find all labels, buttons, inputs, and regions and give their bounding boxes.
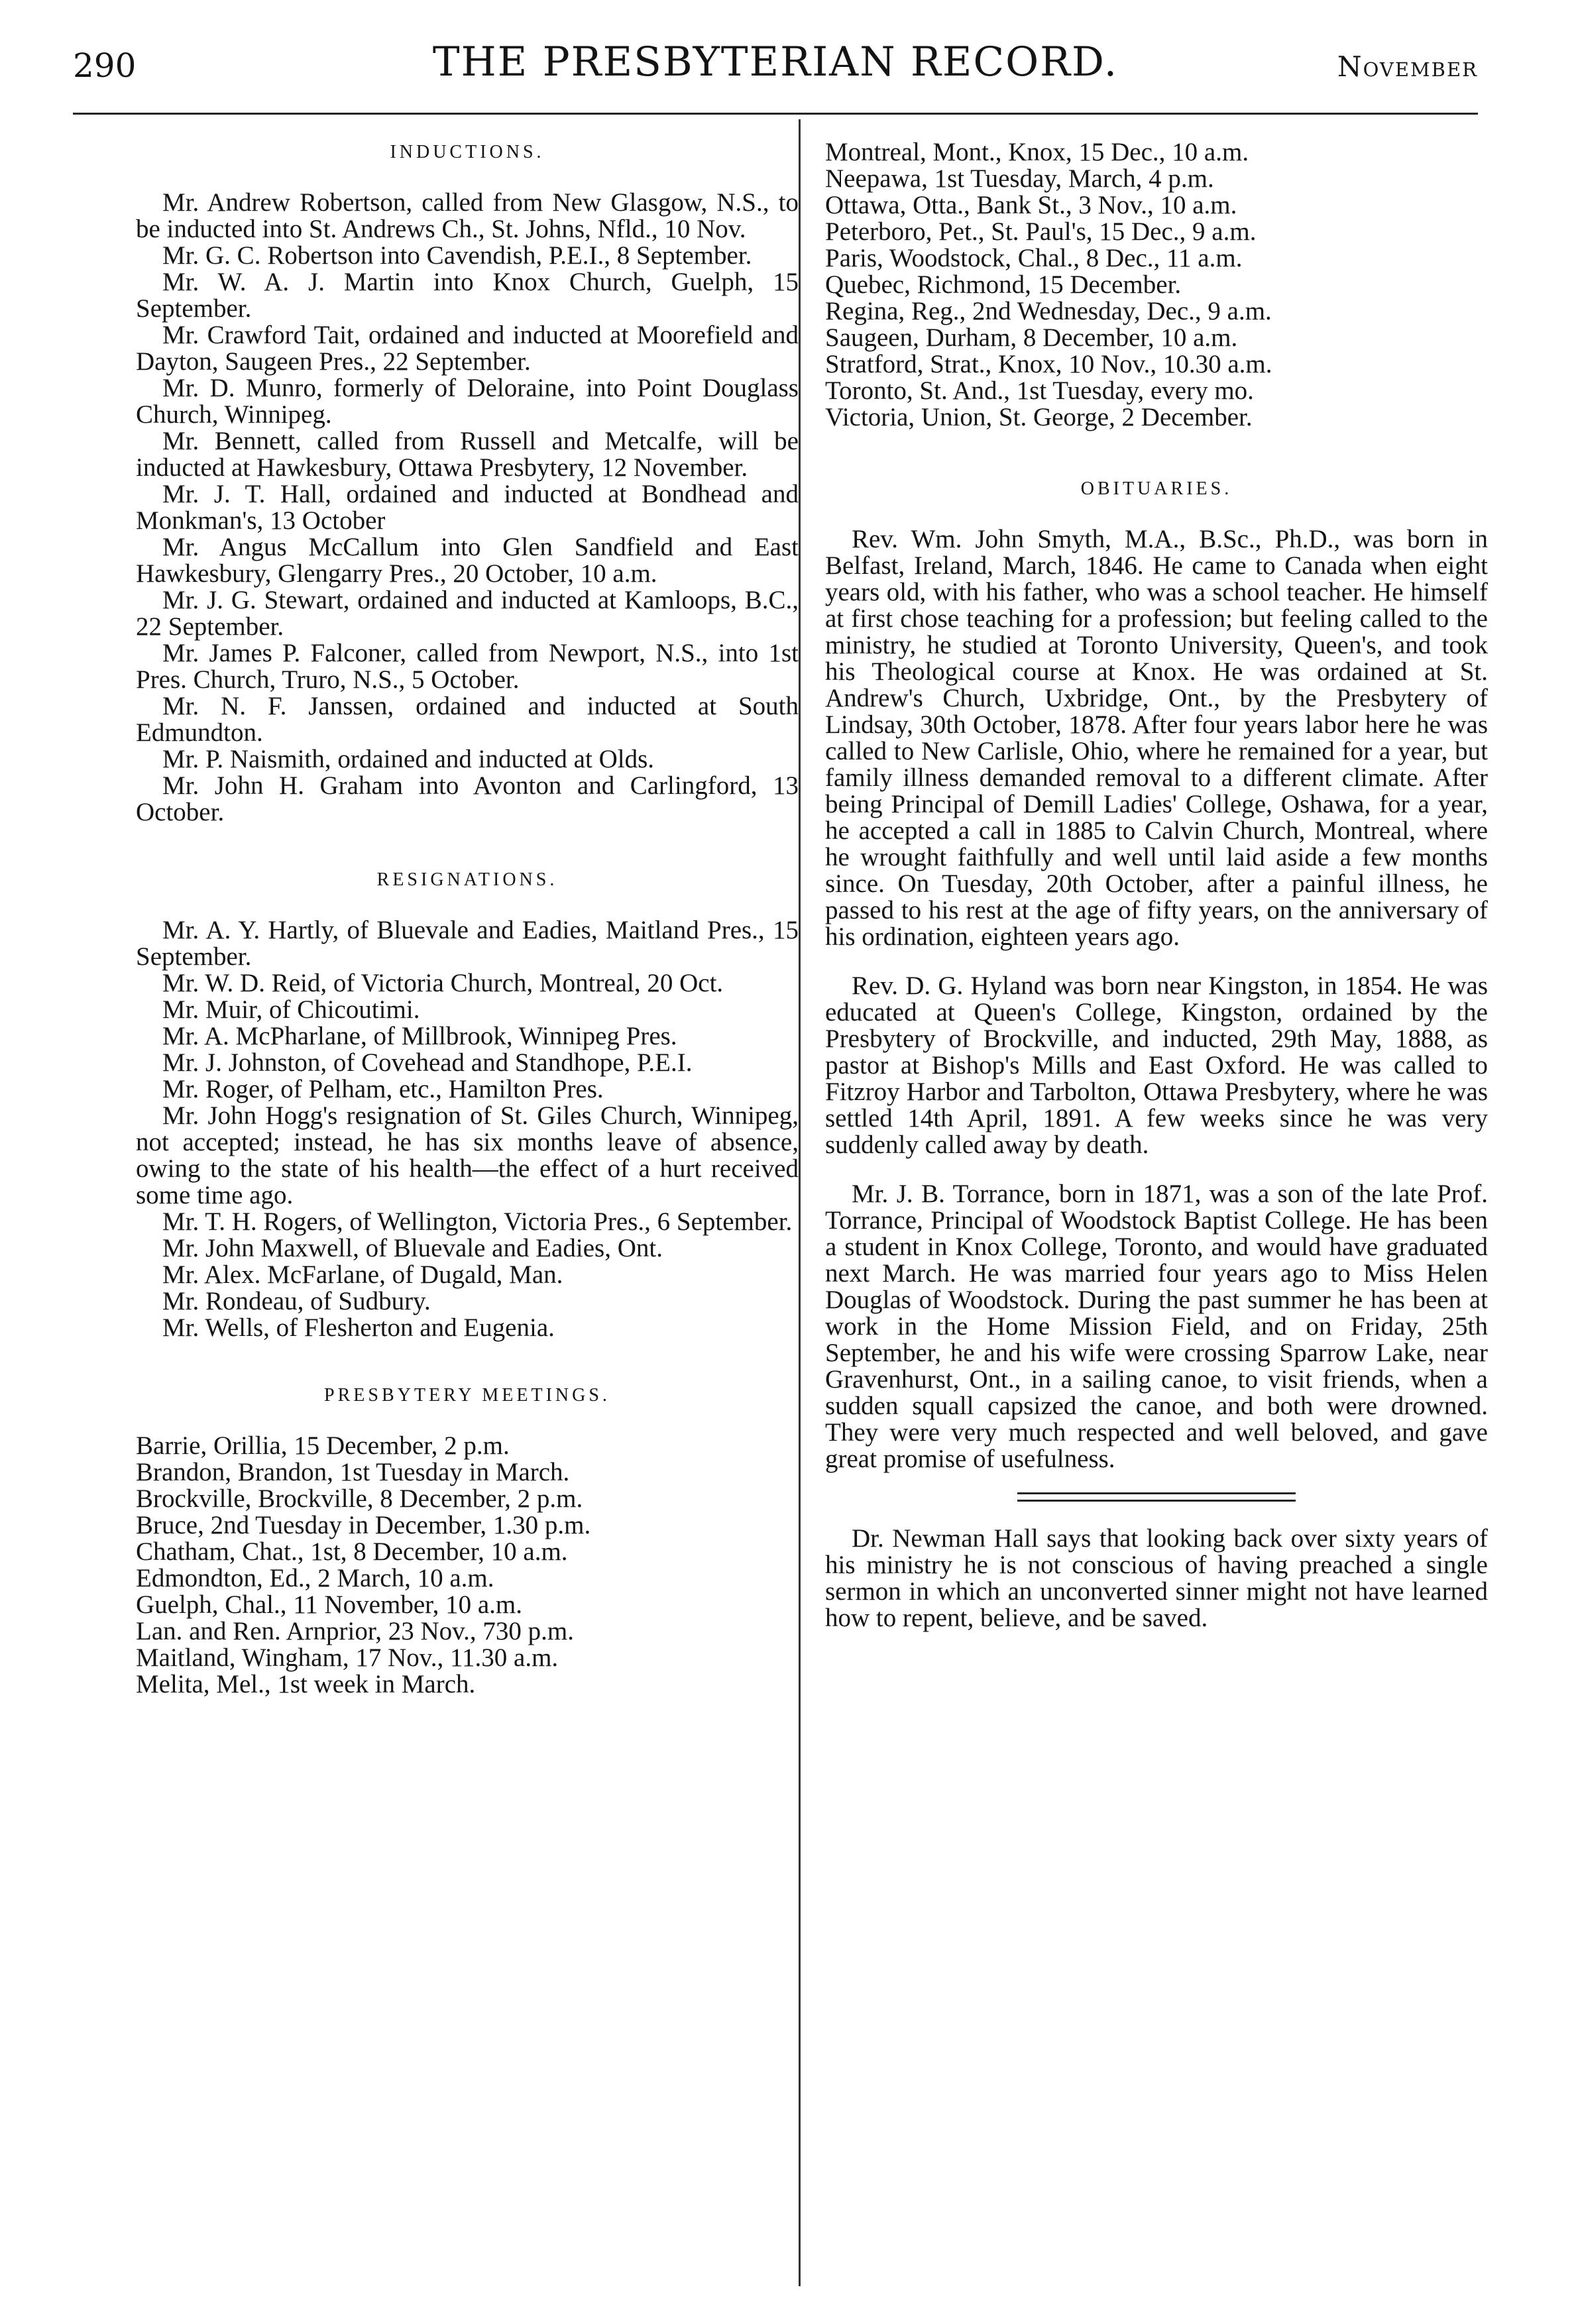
section-double-rule <box>1017 1492 1296 1502</box>
resignation-entry: Mr. J. Johnston, of Covehead and Standhope, P.E.I. <box>162 1048 693 1077</box>
resignation-entry: Mr. Alex. McFarlane, of Dugald, Man. <box>162 1260 563 1289</box>
induction-entry: Mr. G. C. Robertson into Cavendish, P.E.I., 8 September. <box>162 241 752 270</box>
induction-entry: Mr. D. Munro, formerly of Deloraine, into Point Douglass Church, Winnipeg. <box>136 374 799 429</box>
resignation-entry: Mr. Wells, of Flesherton and Eugenia. <box>162 1313 555 1342</box>
meeting-entry: Regina, Reg., 2nd Wednesday, Dec., 9 a.m. <box>825 297 1272 325</box>
presbytery-meetings-heading: PRESBYTERY MEETINGS. <box>324 1385 610 1406</box>
meeting-entry: Barrie, Orillia, 15 December, 2 p.m. <box>136 1431 510 1460</box>
obituary-paragraph: Rev. D. G. Hyland was born near Kingston, in 1854. He was educated at Queen's College, Kingston, ordained by the Presbytery of Brockville, and inducted, 29th May, 1888, as pastor at Bishop's Mills and East Oxford. He was called to Fitzroy Harbor and Tarbolton, Ottawa Presbytery, where he was settled 14th April, 1891. A few weeks since he was very suddenly called away by death. <box>825 971 1488 1159</box>
meeting-entry: Ottawa, Otta., Bank St., 3 Nov., 10 a.m. <box>825 191 1237 219</box>
inductions-list <box>136 190 799 826</box>
resignation-entry: Mr. Roger, of Pelham, etc., Hamilton Pres. <box>162 1075 604 1103</box>
meeting-entry: Quebec, Richmond, 15 December. <box>825 270 1182 299</box>
left-column <box>136 139 799 1698</box>
column-divider <box>799 119 801 2286</box>
resignations-list <box>136 917 799 1341</box>
page-number: 290 <box>73 46 137 85</box>
meeting-entry: Peterboro, Pet., St. Paul's, 15 Dec., 9 a.m. <box>825 217 1257 246</box>
closing-note: Dr. Newman Hall says that looking back over sixty years of his ministry he is not conscious of having preached a single sermon in which an unconverted sinner might not have learned how to repent, believe, and be saved. <box>825 1524 1488 1632</box>
page-header <box>73 38 1478 111</box>
right-column <box>825 139 1488 1632</box>
meeting-entry: Stratford, Strat., Knox, 10 Nov., 10.30 a.m. <box>825 350 1272 378</box>
resignation-entry: Mr. John Maxwell, of Bluevale and Eadies, Ont. <box>162 1234 663 1262</box>
meeting-entry: Brockville, Brockville, 8 December, 2 p.m. <box>136 1484 583 1513</box>
presbytery-meetings-list-left <box>136 1433 799 1698</box>
publication-title: THE PRESBYTERIAN RECORD. <box>432 38 1119 85</box>
resignation-entry: Mr. A. Y. Hartly, of Bluevale and Eadies, Maitland Pres., 15 September. <box>136 916 799 971</box>
meeting-entry: Paris, Woodstock, Chal., 8 Dec., 11 a.m. <box>825 244 1243 272</box>
resignation-entry: Mr. A. McPharlane, of Millbrook, Winnipeg Pres. <box>162 1022 677 1050</box>
induction-entry: Mr. Crawford Tait, ordained and inducted at Moorefield and Dayton, Saugeen Pres., 22 September. <box>136 321 799 376</box>
resignation-entry: Mr. Rondeau, of Sudbury. <box>162 1287 431 1315</box>
obituary-paragraph: Rev. Wm. John Smyth, M.A., B.Sc., Ph.D., was born in Belfast, Ireland, March, 1846. He came to Canada when eight years old, with his father, who was a school teacher. He himself at first chose teaching for a profession; but feeling called to the ministry, he studied at Toronto University, Queen's, and took his Theological course at Knox. He was ordained at St. Andrew's Church, Uxbridge, Ont., by the Presbytery of Lindsay, 30th October, 1878. After four years labor here he was called to New Carlisle, Ohio, where he remained for a year, but family illness demanded removal to a different climate. After being Principal of Demill Ladies' College, Oshawa, for a year, he accepted a call in 1885 to Calvin Church, Montreal, where he wrought faithfully and well until laid aside a few months since. On Tuesday, 20th October, after a painful illness, he passed to his rest at the age of fifty years, on the anniversary of his ordination, eighteen years ago. <box>825 525 1488 951</box>
induction-entry: Mr. N. F. Janssen, ordained and inducted at South Edmundton. <box>136 692 799 747</box>
issue-month: November <box>1337 50 1478 83</box>
resignation-entry: Mr. W. D. Reid, of Victoria Church, Montreal, 20 Oct. <box>162 969 724 997</box>
presbytery-meetings-list-right <box>825 139 1488 431</box>
meeting-entry: Bruce, 2nd Tuesday in December, 1.30 p.m. <box>136 1511 591 1539</box>
meeting-entry: Melita, Mel., 1st week in March. <box>136 1670 476 1698</box>
induction-entry: Mr. Andrew Robertson, called from New Glasgow, N.S., to be inducted into St. Andrews Ch., St. Johns, Nfld., 10 Nov. <box>136 188 799 243</box>
induction-entry: Mr. W. A. J. Martin into Knox Church, Guelph, 15 September. <box>136 268 799 323</box>
induction-entry: Mr. J. T. Hall, ordained and inducted at Bondhead and Monkman's, 13 October <box>136 480 799 535</box>
resignation-entry: Mr. T. H. Rogers, of Wellington, Victoria Pres., 6 September. <box>162 1207 793 1236</box>
meeting-entry: Lan. and Ren. Arnprior, 23 Nov., 730 p.m. <box>136 1617 574 1645</box>
meeting-entry: Neepawa, 1st Tuesday, March, 4 p.m. <box>825 164 1214 193</box>
inductions-heading: INDUCTIONS. <box>390 142 545 162</box>
resignations-heading: RESIGNATIONS. <box>376 869 558 890</box>
induction-entry: Mr. John H. Graham into Avonton and Carlingford, 13 October. <box>136 771 799 826</box>
induction-entry: Mr. James P. Falconer, called from Newport, N.S., into 1st Pres. Church, Truro, N.S., 5 October. <box>136 639 799 694</box>
meeting-entry: Victoria, Union, St. George, 2 December. <box>825 403 1253 431</box>
meeting-entry: Montreal, Mont., Knox, 15 Dec., 10 a.m. <box>825 138 1249 166</box>
resignation-entry: Mr. Muir, of Chicoutimi. <box>162 995 420 1024</box>
induction-entry: Mr. Angus McCallum into Glen Sandfield and East Hawkesbury, Glengarry Pres., 20 October, 10 a.m. <box>136 533 799 588</box>
meeting-entry: Edmondton, Ed., 2 March, 10 a.m. <box>136 1564 494 1592</box>
header-rule <box>73 113 1478 115</box>
meeting-entry: Maitland, Wingham, 17 Nov., 11.30 a.m. <box>136 1643 559 1672</box>
obituary-paragraph: Mr. J. B. Torrance, born in 1871, was a son of the late Prof. Torrance, Principal of Woodstock Baptist College. He has been a student in Knox College, Toronto, and would have graduated next March. He was married four years ago to Miss Helen Douglas of Woodstock. During the past summer he has been at work in the Home Mission Field, and on Friday, 25th September, he and his wife were crossing Sparrow Lake, near Gravenhurst, Ont., in a sailing canoe, to visit friends, when a sudden squall capsized the canoe, and both were drowned. They were very much respected and well beloved, and gave great promise of usefulness. <box>825 1180 1488 1473</box>
meeting-entry: Brandon, Brandon, 1st Tuesday in March. <box>136 1458 570 1486</box>
induction-entry: Mr. Bennett, called from Russell and Metcalfe, will be inducted at Hawkesbury, Ottawa Presbytery, 12 November. <box>136 427 799 482</box>
meeting-entry: Chatham, Chat., 1st, 8 December, 10 a.m. <box>136 1537 568 1566</box>
meeting-entry: Toronto, St. And., 1st Tuesday, every mo. <box>825 376 1254 405</box>
induction-entry: Mr. J. G. Stewart, ordained and inducted at Kamloops, B.C., 22 September. <box>136 586 799 641</box>
meeting-entry: Saugeen, Durham, 8 December, 10 a.m. <box>825 323 1238 352</box>
resignation-entry: Mr. John Hogg's resignation of St. Giles Church, Winnipeg, not accepted; instead, he has six months leave of absence, owing to the state of his health—the effect of a hurt received some time ago. <box>136 1101 799 1209</box>
induction-entry: Mr. P. Naismith, ordained and inducted at Olds. <box>162 745 654 773</box>
obituaries-heading: OBITUARIES. <box>1080 478 1233 499</box>
meeting-entry: Guelph, Chal., 11 November, 10 a.m. <box>136 1590 522 1619</box>
